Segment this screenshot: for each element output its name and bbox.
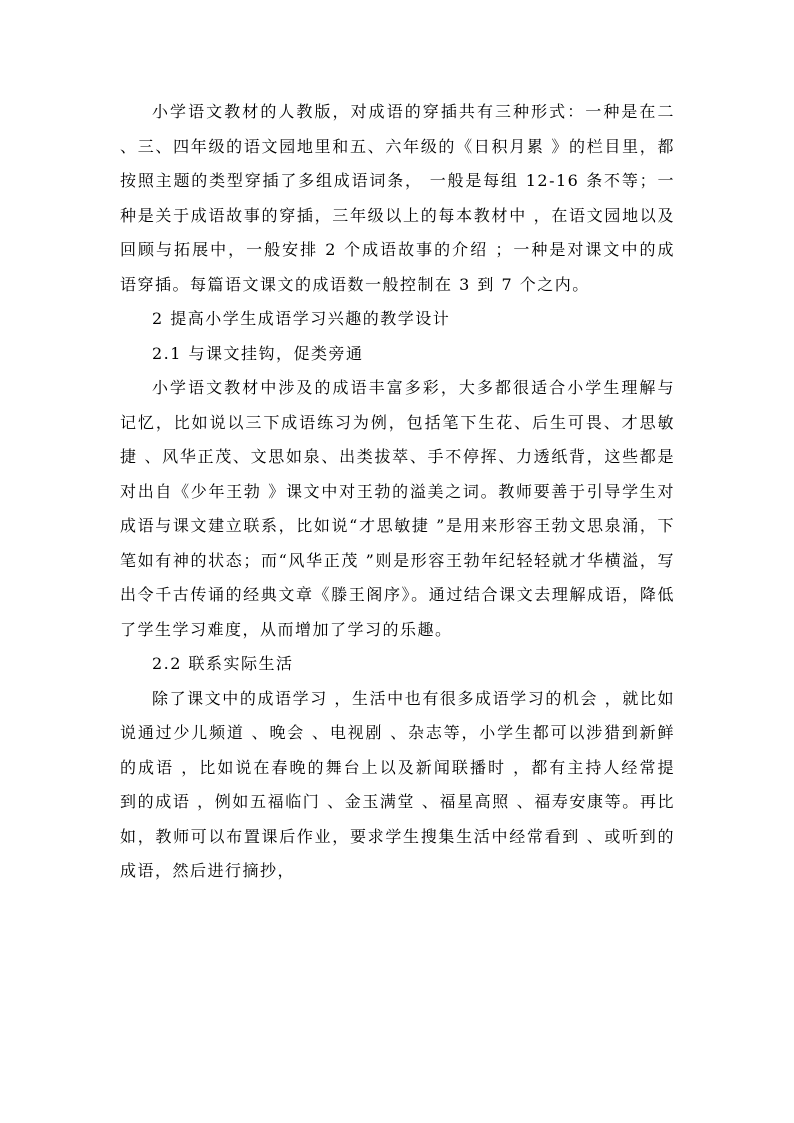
paragraph-textbook-link: 小学语文教材中涉及的成语丰富多彩，大多都很适合小学生理解与记忆，比如说以三下成语练习为例，包括笔下生花、后生可畏、才思敏捷 、风华正茂、文思如泉、出类拔萃、手不停挥、力透纸背，这些都是对出自《少年王勃 》课文中对王勃的溢美之词。教师要善于引导学生对成语与课文建立联系，比如说“才思敏捷 ”是用来形容王勃文思泉涌，下笔如有神的状态；而“风华正茂 ”则是形容王勃年纪轻轻就才华横溢，写出令千古传诵的经典文章《滕王阁序》。通过结合课文去理解成语，降低了学生学习难度，从而增加了学习的乐趣。 [120,378,675,639]
document-body [120,95,675,889]
subsection-heading-2-1: 2.1 与课文挂钩，促类旁通 [152,343,364,363]
paragraph-textbook-forms: 小学语文教材的人教版，对成语的穿插共有三种形式：一种是在二 、三、四年级的语文园地里和五、六年级的《日积月累 》的栏目里，都按照主题的类型穿插了多组成语词条， 一般是每组 12-16 条不等；一种是关于成语故事的穿插，三年级以上的每本教材中 ，在语文园地以及回顾与拓展中，一般安排 2 个成语故事的介绍 ；一种是对课文中的成语穿插。每篇语文课文的成语数一般控制在 3 到 7 个之内。 [120,102,675,294]
subsection-heading-2-2: 2.2 联系实际生活 [152,654,294,673]
section-heading-2: 2 提高小学生成语学习兴趣的教学设计 [152,309,451,328]
paragraph-real-life: 除了课文中的成语学习 ，生活中也有很多成语学习的机会 ，就比如说通过少儿频道 、晚会 、电视剧 、杂志等，小学生都可以涉猎到新鲜的成语 ，比如说在春晚的舞台上以及新闻联播时 ，都有主持人经常提到的成语 ，例如五福临门 、金玉满堂 、福星高照 、福寿安康等。再比如，教师可以布置课后作业，要求学生搜集生活中经常看到 、或听到的成语，然后进行摘抄， [120,688,675,880]
